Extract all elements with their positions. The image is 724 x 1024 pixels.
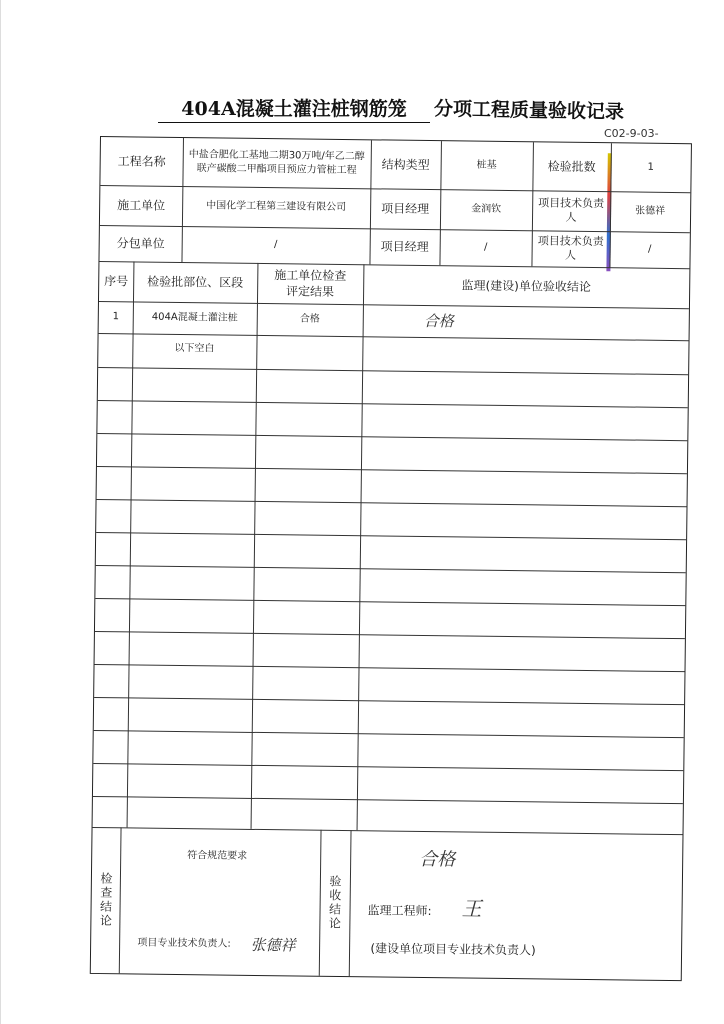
grid-line	[97, 466, 687, 474]
acceptance-handwritten: 合格	[419, 848, 456, 871]
form-code: C02-9-03-	[604, 127, 659, 140]
owner-label: (建设单位项目专业技术负责人)	[370, 941, 536, 958]
grid-line	[94, 697, 684, 705]
batch-count-value: 1	[647, 161, 654, 173]
col-header-no: 序号	[104, 274, 129, 289]
sub-tech-lead-label: 项目技术负责人	[537, 234, 604, 262]
contractor-value: 中国化学工程第三建设有限公司	[206, 200, 347, 214]
inspection-conclusion-label: 检查结论	[98, 872, 114, 929]
grid-line	[98, 367, 688, 375]
grid-line	[357, 264, 365, 830]
subcontractor-label: 分包单位	[116, 236, 165, 251]
structure-type-label: 结构类型	[381, 157, 430, 173]
contractor-label: 施工单位	[117, 198, 166, 213]
table-row-no: 1	[112, 311, 120, 323]
project-manager-value: 金润钦	[471, 203, 502, 215]
supervisor-label: 监理工程师:	[367, 903, 432, 919]
col-header-contractor-check: 施工单位检查评定结果	[274, 268, 347, 299]
acceptance-form	[90, 136, 692, 981]
grid-line	[93, 796, 683, 804]
grid-line	[96, 532, 686, 540]
title-blank-fill: 404A混凝土灌注桩钢筋笼	[158, 94, 430, 123]
grid-line	[95, 631, 685, 639]
grid-line	[95, 664, 685, 672]
grid-line	[93, 763, 683, 771]
grid-line	[98, 400, 688, 408]
subcontractor-value: /	[273, 239, 278, 251]
sub-project-manager-label: 项目经理	[380, 239, 429, 255]
project-name-label: 工程名称	[117, 154, 166, 169]
acceptance-conclusion-label: 验收结论	[327, 874, 342, 932]
page-edge	[0, 0, 1, 1024]
form-title	[158, 94, 658, 124]
batch-count-label: 检验批数	[547, 159, 596, 175]
table-row-supervisor-conclusion: 合格	[423, 311, 454, 331]
grid-line	[97, 499, 687, 507]
grid-line	[94, 730, 684, 738]
structure-type-value: 桩基	[476, 159, 497, 171]
col-header-supervisor-conclusion: 监理(建设)单位验收结论	[461, 278, 591, 295]
project-name-value: 中盐合肥化工基地二期30万吨/年乙二醇联产碳酸二甲酯项目预应力管桩工程	[188, 149, 365, 177]
tech-lead-sign-label: 项目专业技术负责人:	[137, 937, 231, 950]
title-suffix: 分项工程质量验收记录	[433, 97, 625, 124]
tech-lead-signature: 张德祥	[250, 935, 296, 955]
grid-line	[95, 598, 685, 606]
inspection-conclusion-text: 符合规范要求	[187, 850, 248, 862]
sub-project-manager-value: /	[483, 241, 488, 253]
supervisor-signature: 王	[461, 896, 482, 921]
grid-line	[93, 827, 683, 835]
table-row-location: 以下空白	[174, 342, 215, 355]
tech-lead-value: 张德祥	[635, 205, 666, 217]
table-row-location: 404A混凝土灌注桩	[151, 311, 238, 324]
grid-line	[97, 433, 687, 441]
tech-lead-label: 项目技术负责人	[538, 196, 605, 224]
project-manager-label: 项目经理	[381, 201, 430, 217]
col-header-location: 检验批部位、区段	[147, 274, 244, 290]
grid-line	[96, 565, 686, 573]
sub-tech-lead-value: /	[647, 243, 652, 255]
table-row-contractor-check: 合格	[299, 313, 320, 325]
